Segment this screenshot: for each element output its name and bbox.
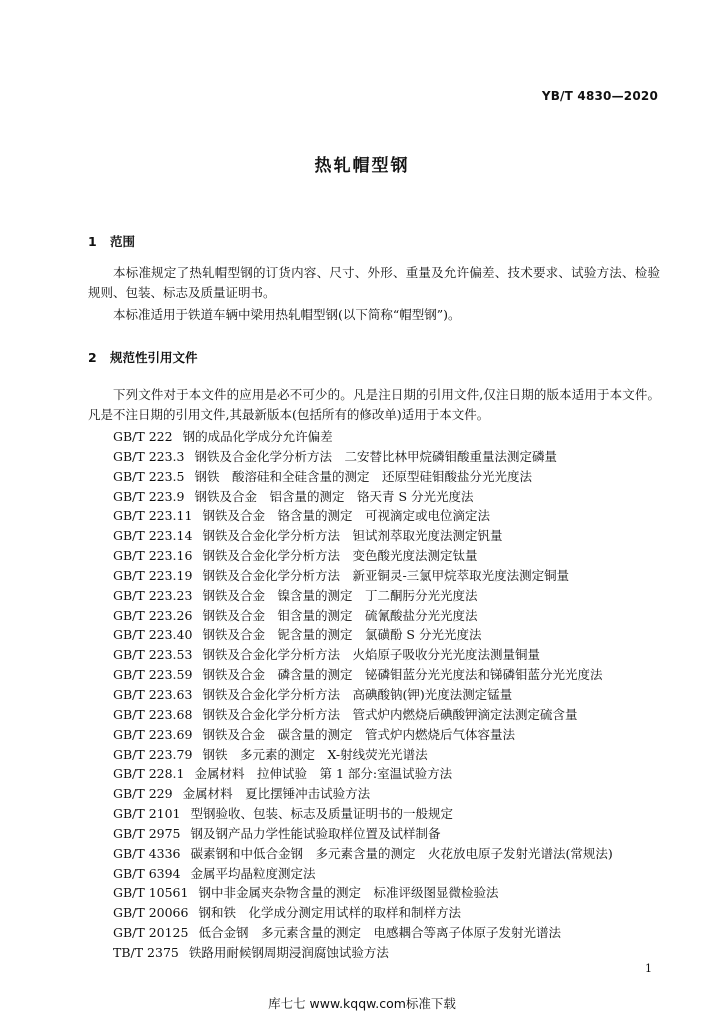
reference-title: 钢铁及合金化学分析方法 变色酸光度法测定钛量 [202,548,478,564]
reference-title: 铁路用耐候钢周期浸润腐蚀试验方法 [188,944,389,960]
section-2-heading [88,348,198,366]
reference-code: GB/T 223.69 [113,726,193,742]
reference-item [113,824,613,844]
reference-code: GB/T 4336 [113,845,181,861]
reference-title: 钢铁及合金 铬含量的测定 可视滴定或电位滴定法 [202,508,490,524]
section-2-number: 2 [88,350,97,365]
reference-item [113,804,613,824]
reference-item [113,844,613,864]
reference-title: 钢铁及合金化学分析方法 火焰原子吸收分光光度法测量铜量 [202,647,540,663]
reference-title: 钢铁及合金 铝含量的测定 铬天青 S 分光光度法 [194,488,474,504]
reference-code: GB/T 223.40 [113,627,193,643]
reference-code: GB/T 223.63 [113,686,193,702]
reference-title: 钢和铁 化学成分测定用试样的取样和制样方法 [198,905,461,921]
reference-code: GB/T 223.14 [113,528,193,544]
reference-title: 钢铁及合金化学分析方法 新亚铜灵-三氯甲烷萃取光度法测定铜量 [202,567,570,583]
reference-item [113,427,613,447]
reference-item [113,923,613,943]
reference-item [113,864,613,884]
standard-code: YB/T 4830—2020 [541,89,658,103]
reference-code: GB/T 223.11 [113,508,193,524]
reference-code: GB/T 10561 [113,885,189,901]
reference-item [113,447,613,467]
reference-item [113,586,613,606]
reference-item [113,903,613,923]
reference-item [113,725,613,745]
reference-title: 钢铁及合金 钼含量的测定 硫氰酸盐分光光度法 [202,607,478,623]
footer-watermark-text: 库七七 www.kqqw.com标准下载 [268,996,456,1011]
section-2-title: 规范性引用文件 [110,350,198,365]
reference-item [113,546,613,566]
reference-item [113,467,613,487]
reference-code: GB/T 223.79 [113,746,193,762]
reference-title: 钢铁 多元素的测定 X-射线荧光光谱法 [202,746,428,762]
reference-item [113,745,613,765]
reference-code: GB/T 2101 [113,806,181,822]
reference-title: 钢铁及合金 铌含量的测定 氯磺酚 S 分光光度法 [202,627,482,643]
references-intro-paragraph: 下列文件对于本文件的应用是必不可少的。凡是注日期的引用文件,仅注日期的版本适用于本文件。凡是不注日期的引用文件,其最新版本(包括所有的修改单)适用于本文件。 [88,387,660,422]
reference-code: GB/T 229 [113,786,173,802]
reference-code: TB/T 2375 [113,944,179,960]
reference-code: GB/T 223.19 [113,567,193,583]
reference-title: 金属材料 夏比摆锤冲击试验方法 [182,786,371,802]
section-1-title: 范围 [110,234,136,249]
reference-code: GB/T 223.53 [113,647,193,663]
reference-title: 低合金钢 多元素含量的测定 电感耦合等离子体原子发射光谱法 [198,925,561,941]
reference-title: 钢铁及合金化学分析方法 管式炉内燃烧后碘酸钾滴定法测定硫含量 [202,706,578,722]
reference-code: GB/T 222 [113,429,173,444]
reference-title: 钢铁及合金化学分析方法 高碘酸钠(钾)光度法测定锰量 [202,686,513,702]
reference-item [113,685,613,705]
scope-paragraph-2: 本标准适用于铁道车辆中梁用热轧帽型钢(以下简称“帽型钢”)。 [113,307,461,322]
reference-title: 碳素钢和中低合金钢 多元素含量的测定 火花放电原子发射光谱法(常规法) [190,845,613,861]
reference-title: 钢铁及合金 磷含量的测定 铋磷钼蓝分光光度法和锑磷钼蓝分光光度法 [202,667,603,683]
reference-title: 钢铁及合金 镍含量的测定 丁二酮肟分光光度法 [202,587,478,603]
section-1-number: 1 [88,234,97,249]
reference-title: 金属平均晶粒度测定法 [190,865,316,881]
reference-item [113,784,613,804]
reference-item [113,526,613,546]
reference-code: GB/T 20066 [113,905,189,921]
reference-item [113,665,613,685]
reference-title: 钢铁及合金化学分析方法 钽试剂萃取光度法测定钒量 [202,528,503,544]
reference-code: GB/T 20125 [113,925,189,941]
reference-code: GB/T 6394 [113,865,181,881]
reference-item [113,566,613,586]
reference-code: GB/T 223.3 [113,448,185,464]
reference-code: GB/T 223.26 [113,607,193,623]
reference-item [113,606,613,626]
reference-code: GB/T 223.5 [113,468,185,484]
reference-code: GB/T 223.59 [113,667,193,683]
reference-title: 钢铁 酸溶硅和全硅含量的测定 还原型硅钼酸盐分光光度法 [194,468,532,484]
reference-code: GB/T 223.68 [113,706,193,722]
reference-item [113,705,613,725]
reference-code: GB/T 223.9 [113,488,185,504]
reference-item [113,943,613,963]
reference-item [113,645,613,665]
reference-code: GB/T 223.16 [113,548,193,564]
reference-item [113,506,613,526]
reference-item [113,883,613,903]
reference-title: 型钢验收、包装、标志及质量证明书的一般规定 [190,806,454,822]
reference-code: GB/T 223.23 [113,587,193,603]
reference-title: 金属材料 拉伸试验 第 1 部分:室温试验方法 [194,766,453,782]
reference-item [113,487,613,507]
reference-title: 钢中非金属夹杂物含量的测定 标准评级图显微检验法 [198,885,499,901]
page-number: 1 [645,962,652,975]
reference-title: 钢及钢产品力学性能试验取样位置及试样制备 [190,825,441,841]
reference-title: 钢铁及合金化学分析方法 二安替比林甲烷磷钼酸重量法测定磷量 [194,448,557,464]
reference-item [113,625,613,645]
normative-reference-list [113,427,613,963]
reference-title: 钢铁及合金 碳含量的测定 管式炉内燃烧后气体容量法 [202,726,515,742]
section-1-heading [88,232,135,250]
reference-code: GB/T 228.1 [113,766,185,782]
reference-item [113,764,613,784]
scope-paragraph-1: 本标准规定了热轧帽型钢的订货内容、尺寸、外形、重量及允许偏差、技术要求、试验方法、检验规则、包装、标志及质量证明书。 [88,265,660,300]
reference-code: GB/T 2975 [113,825,181,841]
document-title: 热轧帽型钢 [314,156,410,176]
reference-title: 钢的成品化学成分允许偏差 [182,429,333,444]
